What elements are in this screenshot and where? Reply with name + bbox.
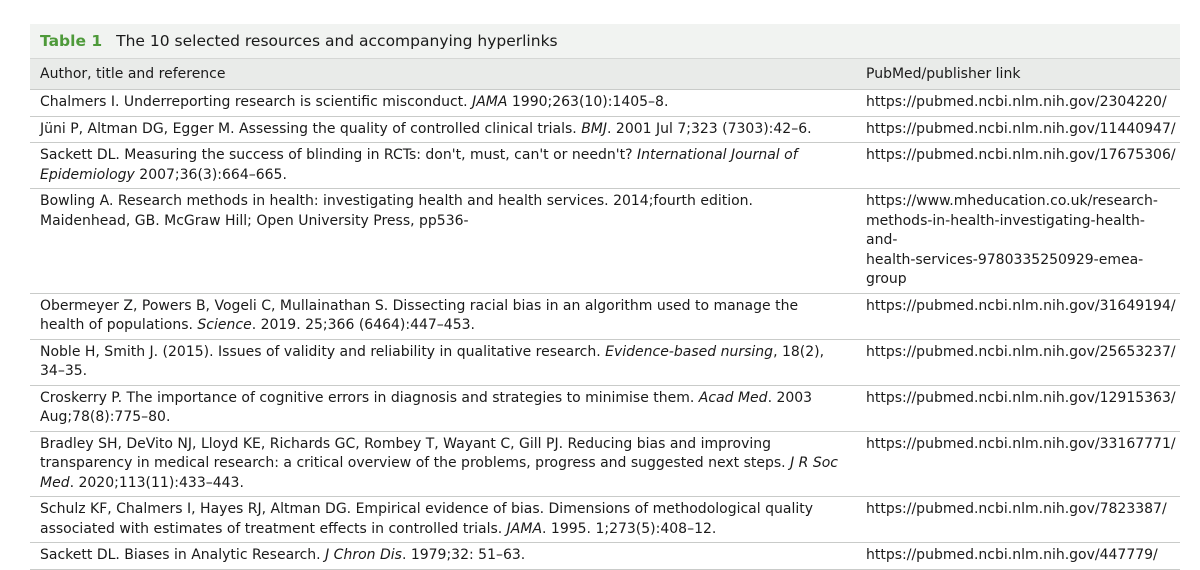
link-cell[interactable]: https://pubmed.ncbi.nlm.nih.gov/33167771/ — [866, 435, 1176, 452]
reference-text: Schulz KF, Chalmers I, Hayes RJ, Altman DG. Empirical evidence of bias. Dimensions of methodological quality associated with estimates of treatment effects in controlled trials. — [40, 501, 813, 537]
reference-text: Croskerry P. The importance of cognitive errors in diagnosis and strategies to minimise them. — [40, 389, 699, 406]
reference-cell — [30, 294, 856, 339]
link-cell[interactable]: https://www.mheducation.co.uk/research- methods-in-health-investigating-health-and- health-services-9780335250929-emea-group — [866, 193, 1158, 287]
reference-cell — [30, 143, 856, 188]
reference-cell — [30, 386, 856, 431]
table-row — [30, 497, 1180, 543]
citation-details: . 2020;113(11):433–443. — [69, 474, 244, 491]
reference-cell — [30, 432, 856, 497]
reference-text: Bradley SH, DeVito NJ, Lloyd KE, Richards GC, Rombey T, Wayant C, Gill PJ. Reducing bias and improving transparency in medical research: a critical overview of the problems, progress and suggested next steps. — [40, 435, 791, 471]
reference-text: Jüni P, Altman DG, Egger M. Assessing the quality of controlled clinical trials. — [40, 120, 582, 137]
reference-text: Obermeyer Z, Powers B, Vogeli C, Mullainathan S. Dissecting racial bias in an algorithm used to manage the health of populations. — [40, 297, 799, 333]
reference-cell — [30, 497, 856, 542]
journal-name: International Journal of Epidemiology — [40, 147, 798, 183]
table-row — [30, 294, 1180, 340]
table-row — [30, 189, 1180, 294]
table-row — [30, 143, 1180, 189]
reference-cell — [30, 117, 856, 143]
citation-details: 1990;263(10):1405–8. — [507, 94, 669, 110]
resources-table — [30, 24, 1180, 570]
reference-cell — [30, 90, 856, 116]
link-cell[interactable]: https://pubmed.ncbi.nlm.nih.gov/11440947/ — [866, 120, 1176, 137]
citation-details: . 2003 Aug;78(8):775–80. — [40, 389, 813, 425]
reference-text: Noble H, Smith J. (2015). Issues of validity and reliability in qualitative research. — [40, 343, 606, 360]
reference-text: Bowling A. Research methods in health: investigating health and health services. 2014;fourth edition. Maidenhead, GB. McGraw Hill; Open University Press, pp536- — [40, 193, 754, 229]
table-row — [30, 117, 1180, 144]
journal-name: BMJ — [581, 120, 608, 137]
column-header-link: PubMed/publisher link — [866, 66, 1021, 82]
reference-cell — [30, 543, 856, 569]
link-cell[interactable]: https://pubmed.ncbi.nlm.nih.gov/17675306/ — [866, 147, 1176, 163]
link-cell[interactable]: https://pubmed.ncbi.nlm.nih.gov/2304220/ — [866, 94, 1167, 110]
citation-details: . 1979;32: 51–63. — [401, 547, 526, 563]
journal-name: J Chron Dis — [325, 547, 402, 563]
link-cell[interactable]: https://pubmed.ncbi.nlm.nih.gov/31649194/ — [866, 297, 1176, 314]
journal-name: JAMA — [472, 94, 508, 110]
link-cell[interactable]: https://pubmed.ncbi.nlm.nih.gov/447779/ — [866, 547, 1158, 563]
reference-cell — [30, 340, 856, 385]
journal-name: J R Soc Med — [40, 455, 838, 491]
journal-name: Acad Med — [698, 389, 768, 406]
table-row — [30, 340, 1180, 386]
table-body — [30, 90, 1180, 570]
column-header-reference: Author, title and reference — [40, 66, 226, 82]
journal-name: JAMA — [506, 520, 543, 537]
table-row — [30, 386, 1180, 432]
citation-details: 2007;36(3):664–665. — [134, 166, 287, 183]
citation-details: , 18(2), 34–35. — [40, 343, 825, 379]
citation-details: . 1995. 1;273(5):408–12. — [542, 520, 717, 537]
journal-name: Evidence-based nursing — [605, 343, 774, 360]
link-cell[interactable]: https://pubmed.ncbi.nlm.nih.gov/12915363/ — [866, 389, 1176, 406]
table-row — [30, 543, 1180, 570]
table-header-row — [30, 59, 1180, 90]
table-row — [30, 432, 1180, 498]
link-cell[interactable]: https://pubmed.ncbi.nlm.nih.gov/25653237/ — [866, 343, 1176, 360]
reference-text: Chalmers I. Underreporting research is scientific misconduct. — [40, 94, 473, 110]
reference-text: Sackett DL. Measuring the success of blinding in RCTs: don't, must, can't or needn't? — [40, 147, 637, 163]
table-row — [30, 90, 1180, 117]
citation-details: . 2001 Jul 7;323 (7303):42–6. — [607, 120, 812, 137]
citation-details: . 2019. 25;366 (6464):447–453. — [251, 317, 475, 333]
table-title: The 10 selected resources and accompanying hyperlinks — [116, 32, 558, 50]
journal-name: Science — [197, 317, 252, 333]
table-caption — [30, 24, 1180, 59]
reference-cell — [30, 189, 856, 293]
reference-text: Sackett DL. Biases in Analytic Research. — [40, 547, 326, 563]
table-label: Table 1 — [40, 32, 103, 50]
link-cell[interactable]: https://pubmed.ncbi.nlm.nih.gov/7823387/ — [866, 501, 1167, 517]
